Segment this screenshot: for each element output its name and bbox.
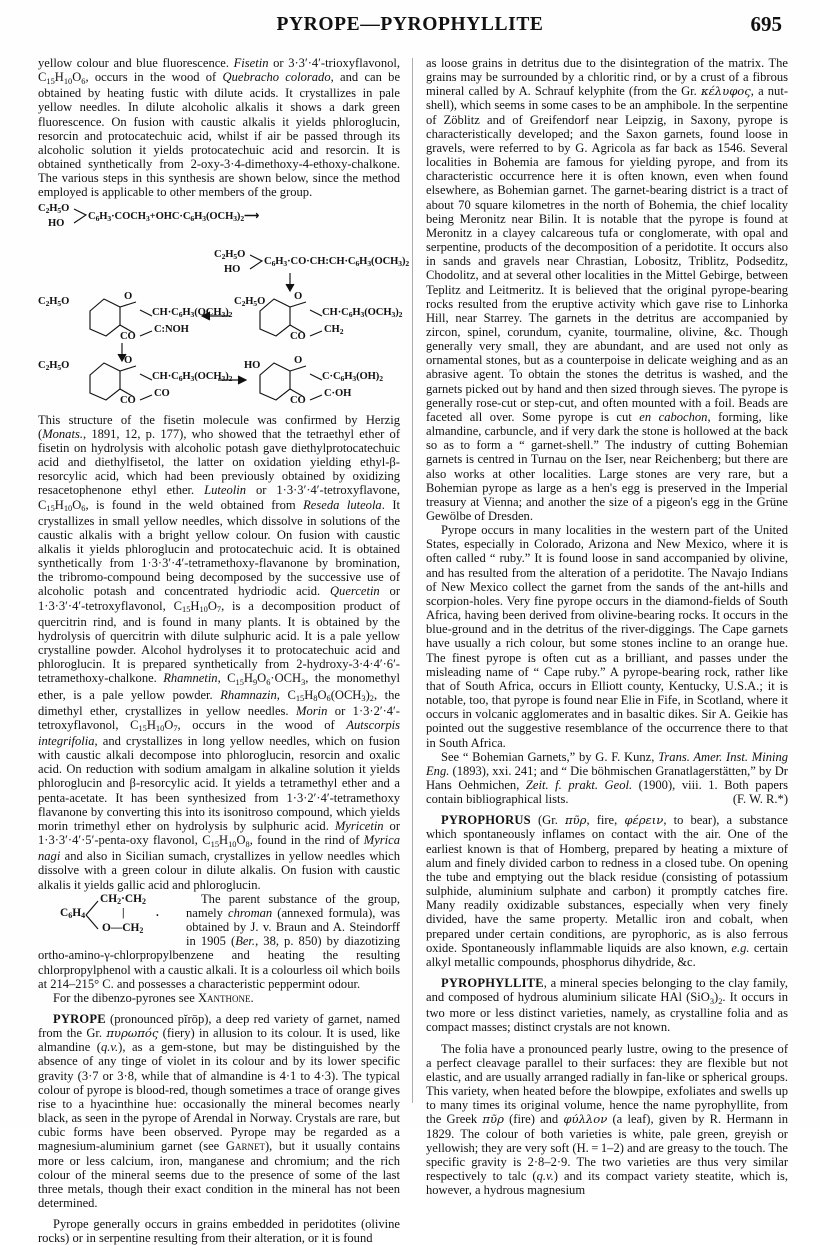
chem-r3r-prefix: $C_2H_5O$ xyxy=(234,295,266,308)
chem-r4r-prefix: HO xyxy=(244,359,261,371)
chem-r4r-bottom: C·OH xyxy=(324,387,352,399)
chem-r3l-prefix: $C_2H_5O$ xyxy=(38,295,70,308)
chem-r2-left-top: $C_2H_5O$ xyxy=(214,248,246,261)
chroman-left: $C_6H_4$ xyxy=(60,906,86,921)
chem-r4r-oxygen: O xyxy=(294,354,303,366)
chem-r4l-co: CO xyxy=(120,394,136,406)
chem-r3l-top: $CH\cdot C_6H_3(OCH_3)_2$ xyxy=(152,306,233,319)
paragraph-fisetin: yellow colour and blue fluorescence. Fisetin or 3·3′·4′-trioxyflavonol, $C_{15}H_{10}O_6$, occurs in the wood of Quebracho colorado, and can be obtained by heating fustic with dilute acids. It crystallizes in pale yellow needles. In dilute alcoholic alkalis it shows a dark green fluorescence. On fusion with caustic alkalis it yields phloroglucin, resorcin and protocatechuic acid, whilst if air be passed through its alcoholic solution it yields protocatechuic acid and resorcin. It is obtained synthetically from 2-oxy-3·4-dimethoxy-4-ethoxy-chalkone. The various steps in this synthesis are shown below, since the method employed is applicable to other members of the group. xyxy=(38,56,401,200)
column-divider xyxy=(412,58,413,1103)
chroman-middle: | xyxy=(122,906,125,919)
chem-r4l-top: $CH\cdot C_6H_3(OCH_3)_2$ xyxy=(152,370,233,383)
page-header xyxy=(38,14,782,44)
chem-r4l-oxygen: O xyxy=(124,354,133,366)
fisetin-synthesis-diagram xyxy=(38,202,410,411)
chem-r1-left-top: $C_2H_5O$ xyxy=(38,202,70,215)
page-number: 695 xyxy=(750,12,782,36)
entry-pyrope: PYROPE (pronounced pĭrōp), a deep red variety of garnet, named from the Gr. πυρωπός (fiery) in allusion to its colour. It is used, like almandine (q.v.), as a gem-stone, but may be distinguished by the absence of any tinge of violet in its colour and by its lower specific gravity (3·7 or 3·8, while that of almandine is 4·1 to 4·3). The typical colour of pyrope is blood-red, though sometimes a trace of orange gives rise to a hyacinthine hue: occasionally the mineral becomes nearly black, as seen in the pyrope of Arendal in Norway. Crystals are rare, but cubic forms have been observed. Pyrope may be regarded as a magnesium-aluminium garnet (see Garnet), but it usually contains more or less calcium, iron, manganese and chromium; and the rich colour of the mineral seems due to the presence of some of the last three metals, though their exact condition in the mineral has not been determined. xyxy=(38,1011,400,1210)
chem-r3r-oxygen: O xyxy=(294,290,303,302)
paragraph-fisetin-structure: This structure of the fisetin molecule was confirmed by Herzig (Monats., 1891, 12, p. 177), who showed that the tetraethyl ether of fisetin on hydrolysis with alcoholic potash gave diethylprotocatechuic acid and diethylfisetol, the latter on oxidation yielding ethyl-β-resorcylic acid, which had been previously obtained by oxidizing resacetophenone ethyl ether. Luteolin or 1·3·3′·4′-tetroxyflavone, $C_{15}H_{10}O_6$, is found in the weld obtained from Reseda luteola. It crystallizes in small yellow needles, which dissolve in solutions of the caustic alkalis with a bright yellow colour. On fusion with caustic alkalis it yields phloroglucin and protocatechuic acid. It is obtained synthetically from 1·3·3′·4′-tetramethoxy-flavanone by bromination, the tribromo-compound being decomposed by the successive use of alcoholic potash and concentrated hydriodic acid. Quercetin or 1·3·3′·4′-tetroxyflavonol, $C_{15}H_{10}O_7$, is a decomposition product of quercitrin rind, and is found in many plants. It is obtained by the hydrolysis of quercitrin with dilute sulphuric acid. It is a pale yellow crystalline powder. Alcohol hydrolyses it to protocatechuic acid and phloroglucin. It is prepared synthetically from 2-hydroxy-3·4·4′·6′-tetramethoxy-chalkone. Rhamnetin, $C_{15}H_9O_6\cdot OCH_3$, the monomethyl ether, is a pale yellow powder. Rhamnazin, $C_{15}H_8O_6(OCH_3)_2$, the dimethyl ether, crystallizes in yellow needles. Morin or 1·3·2′·4′-tetroxyflavonol, $C_{15}H_{10}O_7$, occurs in the wood of Autscorpis integrifolia, and crystallizes in long yellow needles, which on fusion with caustic alkali decompose into phloroglucin, resorcin and oxalic acid. On reduction with sodium amalgam in alkaline solution it yields phloroglucin and β-resorcylic acid. It yields a tetramethyl ether and a penta-acetate. It has been synthesized from 1·3·2′·4′-tetramethoxy flavanone by converting this into its isonitroso compound, which yields morin trimethyl ether on hydrolysis by sulphuric acid. Myricetin or 1·3·3′·4′·5′-penta-oxy flavonol, $C_{15}H_{10}O_8$, found in the rind of Myrica nagi and also in Sicilian sumach, crystallizes in yellow needles which dissolve with a green colour in dilute alkalis. On fusion with caustic alkalis it yields gallic acid and phloroglucin. xyxy=(38,412,401,892)
chem-r3l-bottom: C:NOH xyxy=(154,323,189,335)
entry-pyrophorus: PYROPHORUS (Gr. πῦρ, fire, φέρειν, to bear), a substance which spontaneously inflames on contact with the air. One of the earliest known is that of Homberg, prepared by heating a mixture of alum and finely divided carbon to redness in a closed tube. On opening the tube and emptying out the black residue (consisting of potassium sulphide, aluminium sulphate and carbon) it promptly catches fire. Many readily oxidizable substances, especially when very finely divided, have the same property. Metallic iron and cobalt, when prepared under certain conditions, are pyrophoric, as is also ferrous oxide. Spontaneously inflammable liquids are also known, e.g. certain alkyl metallic compounds, phosphorus dihydride, &c. xyxy=(426,813,788,969)
running-title: PYROPE—PYROPHYLLITE xyxy=(276,14,544,35)
chem-r3r-co: CO xyxy=(290,330,306,342)
chroman-block xyxy=(38,892,400,991)
paragraph-pyrope-continued: as loose grains in detritus due to the disintegration of the matrix. The grains may be surrounded by a chloritic rind, or by a crust of a fibrous mineral called by A. Schrauf kelyphite (from the Gr. κέλυφος, a nut-shell), which seems in some cases to be an amphibole. In the serpentine of Zöblitz and of Greifendorf near Leipzig, in Saxony, pyrope is characteristically developed; and the Saxon garnets, found loose in gravels, were referred to by G. Agricola as far back as 1546. Several localities in Bohemia are famous for yielding pyrope, and from its characteristic occurrence here it is often known, even when found elsewhere, as Bohemian garnet. The garnet-bearing district is a tract of about 70 square kilometres in the north of Bohemia, the chief locality being Meronitz near Bilin. It is notable that the pyrope is found at Meronitz in a clayey calcareous tufa or conglomerate, with opal and serpentine, products of the decomposition of a peridotite. It occurs also in sands and gravels near Chrastian, Lobositz, Triblitz, Podseditz, Chodolitz, and at several other localities in the Mittel Gebirge, between Teplitz and Leitmeritz. It is believed that the original pyrope-bearing rocks resulted from the eruptive activity which gave rise to Linhorka Hill, near Starrey. The garnets in the detritus are accompanied by zircon, spinel, corundum, cyanite, tourmaline, olivine, &c. Though generally very small, they are abundant, and are used not only as ornamental stones, but as a counterpoise in delicate weighing and as an abrasive agent. To obtain the stones the detritus is washed, and the garnets picked out by hand and then sized through sieves. The pyrope is generally rose-cut or step-cut, and often mounted with a foil. Beads are faceted all over. Some pyrope is cut en cabochon, forming, like almandine, carbuncle, and if very dark the stone is hollowed at the back so as to form a “ garnet-shell.” The industry of cutting Bohemian garnets is centred in Turnau on the Iser, near Reichenberg; but there are also works at other localities. Large stones are very rare, but a Bohemian pyrope as large as a hen's egg is preserved in the Imperial treasury at Vienna; and another the size of a pigeon's egg in the Grüne Gewölbe of Dresden. xyxy=(426,56,788,523)
paragraph-chroman: The parent substance of the group, namely chroman (annexed formula), was obtained by J. v. Braun and A. Steindorff in 1905 (Ber., 38, p. 850) by diazotizing ortho-amino-γ-chlorpropylbenzene and heating the resulting chlorpropylphenol with a caustic alkali. It is a colourless oil which boils at 214–215° C. and possesses a characteristic peppermint odour. xyxy=(38,891,400,991)
chroman-bottom: $O—CH_2$ xyxy=(102,921,144,936)
chroman-period: . xyxy=(156,906,159,919)
paragraph-pyrope-references: See “ Bohemian Garnets,” by G. F. Kunz, Trans. Amer. Inst. Mining Eng. (1893), xxi. 241; and “ Die böhmischen Granatlagerstätten,” by Dr Hans Oehmichen, Zeit. f. prakt. Geol. (1900), viii. 1. Both papers contain bibliographical lists. (F. W. R.*) xyxy=(426,749,789,807)
chroman-formula xyxy=(60,893,180,939)
chem-r1-body: $C_6H_3\cdot COCH_3+OHC\cdot C_6H_3(OCH_3)_2⟶$ xyxy=(88,210,260,223)
paragraph-pyrophyllite-folia: The folia have a pronounced pearly lustre, owing to the presence of a perfect cleavage parallel to their surfaces: they are flexible but not elastic, and are usually arranged radially in fan-like or spherical groups. This variety, when heated before the blowpipe, exfoliates and swells up to many times its original volume, hence the name pyrophyllite, from the Greek πῦρ (fire) and φύλλον (a leaf), given by R. Hermann in 1829. The colour of both varieties is white, pale green, greyish or yellowish; they are very soft (H. = 1–2) and are greasy to the touch. The specific gravity is 2·8–2·9. The two varieties are thus very similar respectively to talc (q.v.) and its compact variety steatite, which is, however, a hydrous magnesium xyxy=(426,1041,788,1198)
entry-pyrophyllite: PYROPHYLLITE, a mineral species belonging to the clay family, and composed of hydrous aluminium silicate HAl $(SiO_3)_2$. It occurs in two more or less distinct varieties, namely, as crystalline folia and as compact masses; distinct crystals are not known. xyxy=(426,976,788,1035)
chem-r1-left-bottom: HO xyxy=(48,217,65,229)
left-column xyxy=(38,56,410,1245)
right-column xyxy=(426,56,789,1198)
chem-r4l-bottom: CO xyxy=(154,387,170,399)
chem-r3r-top: $CH\cdot C_6H_3(OCH_3)_2$ xyxy=(322,306,403,319)
paragraph-pyrope-occurrence: Pyrope generally occurs in grains embedded in peridotites (olivine rocks) or in serpentine resulting from their alteration, or it is found xyxy=(38,1217,400,1245)
chem-r3r-bottom: $CH_2$ xyxy=(324,323,344,336)
chem-r3l-oxygen: O xyxy=(124,290,133,302)
chem-r2-left-bottom: HO xyxy=(224,263,241,275)
chem-r3l-co: CO xyxy=(120,330,136,342)
chroman-top: $CH_2\cdot CH_2$ xyxy=(100,892,146,907)
paragraph-xanthone-crossref: For the dibenzo-pyrones see Xanthone. xyxy=(53,990,254,1005)
chem-r4l-prefix: $C_2H_5O$ xyxy=(38,359,70,372)
chem-r2-body: $C_6H_3\cdot CO\cdot CH:CH\cdot C_6H_3(OCH_3)_2$ xyxy=(264,255,410,268)
chem-r4r-top: $C\cdot C_6H_3(OH)_2$ xyxy=(322,370,383,383)
chem-r4r-co: CO xyxy=(290,394,306,406)
paragraph-pyrope-localities: Pyrope occurs in many localities in the western part of the United States, especially in Colorado, Arizona and New Mexico, where it is often called “ ruby.” It is found loose in sand accompanied by olivine, and has resulted from the alteration of a peridotite. The Navajo Indians of New Mexico collect the garnet from the sands of the ant-hills and scorpion-holes. Very fine pyrope occurs in the diamond-fields of South Africa, having been derived from olivine-bearing rocks. It occurs in the blue-ground and in the detritus of the river-diggings. The Cape garnets have usually a rich colour, but some stones incline to an orange hue. The finest pyrope is often cut as a brilliant, and passes under the misleading name of “ Cape ruby.” A pyrope-bearing rock, rather like that of South Africa, occurs in Elliott county, Kentucky, U.S.A.; it is notable, too, that pyrope is found near Elie in Fife, in Scotland, where it occurs in volcanic agglomerates and in basaltic dikes. Sir A. Geikie has pointed out the suggestive resemblance of the occurrence there to that in South Africa. xyxy=(426,523,788,750)
two-column-body xyxy=(38,56,789,1245)
